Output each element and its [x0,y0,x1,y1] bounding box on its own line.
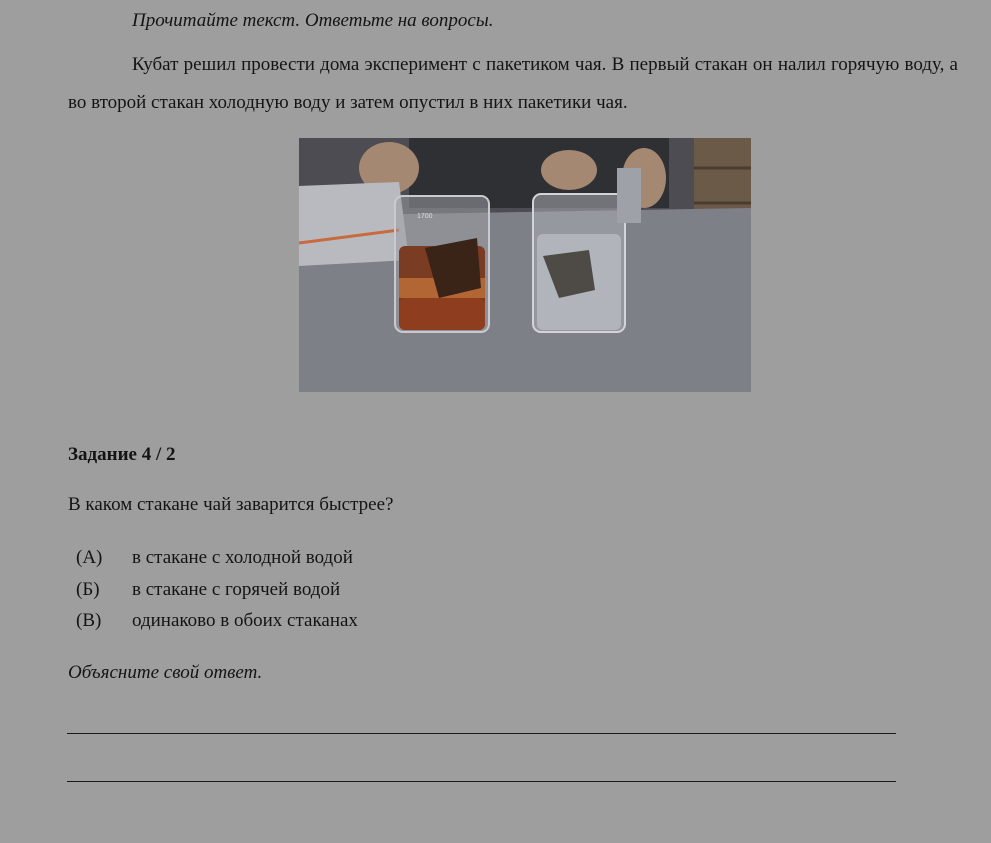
answer-line-1[interactable] [67,733,896,734]
option-text: в стакане с горячей водой [132,578,341,600]
option-text: одинаково в обоих стаканах [132,610,358,631]
beaker-marking: 1700 [417,213,433,220]
option-letter: (В) [76,610,102,631]
experiment-photo [299,138,751,392]
question-text: В каком стакане чай заварится быстрее? [68,494,394,515]
option-a[interactable] [76,542,358,574]
instruction-text: Прочитайте текст. Ответьте на вопросы. [132,10,494,31]
option-c[interactable] [76,605,358,637]
option-text: в стакане с холодной водой [132,547,353,568]
answer-options [76,542,358,637]
intro-paragraph: Кубат решил провести дома эксперимент с пакетиком чая. В первый стакан он налил горячую воду, а во второй стакан холодную воду и затем опустил в них пакетики чая. [68,54,958,113]
task-title: Задание 4 / 2 [68,444,176,465]
option-letter: (А) [76,547,103,568]
option-letter: (Б) [76,578,100,600]
option-b[interactable] [76,574,358,606]
two-beakers-tea-illustration [299,138,751,392]
answer-line-2[interactable] [67,781,896,782]
explain-prompt: Объясните свой ответ. [68,662,263,683]
